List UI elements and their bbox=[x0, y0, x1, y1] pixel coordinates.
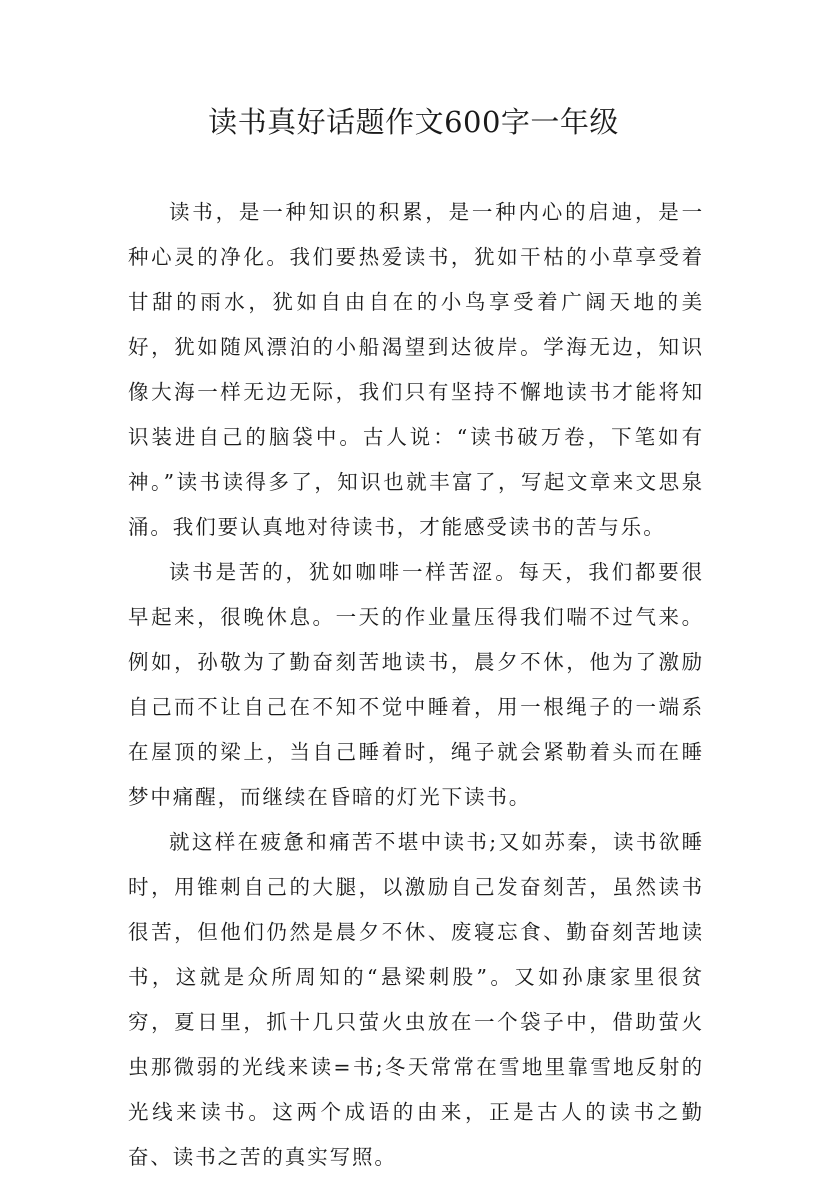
paragraph-1: 读书，是一种知识的积累，是一种内心的启迪，是一种心灵的净化。我们要热爱读书，犹如干枯的小草享受着甘甜的雨水，犹如自由自在的小鸟享受着广阔天地的美好，犹如随风漂泊的小船渴望到达彼岸。学海无边，知识像大海一样无边无际，我们只有坚持不懈地读书才能将知识装进自己的脑袋中。古人说：“读书破万卷，下笔如有神。”读书读得多了，知识也就丰富了，写起文章来文思泉涌。我们要认真地对待读书，才能感受读书的苦与乐。 bbox=[128, 200, 704, 539]
document-title: 读书真好话题作文600字一年级 bbox=[208, 105, 619, 139]
paragraph-2: 读书是苦的，犹如咖啡一样苦涩。每天，我们都要很早起来，很晚休息。一天的作业量压得我们喘不过气来。例如，孙敬为了勤奋刻苦地读书，晨夕不休，他为了激励自己而不让自己在不知不觉中睡着，用一根绳子的一端系在屋顶的梁上，当自己睡着时，绳子就会紧勒着头而在睡梦中痛醒，而继续在昏暗的灯光下读书。 bbox=[128, 560, 704, 809]
paragraph-3: 就这样在疲惫和痛苦不堪中读书;又如苏秦，读书欲睡时，用锥刺自己的大腿，以激励自己发奋刻苦，虽然读书很苦，但他们仍然是晨夕不休、废寝忘食、勤奋刻苦地读书，这就是众所周知的“悬梁刺股”。又如孙康家里很贫穷，夏日里，抓十几只萤火虫放在一个袋子中，借助萤火虫那微弱的光线来读=书;冬天常常在雪地里靠雪地反射的光线来读书。这两个成语的由来，正是古人的读书之勤奋、读书之苦的真实写照。 bbox=[128, 830, 704, 1169]
document-body bbox=[128, 190, 704, 1180]
